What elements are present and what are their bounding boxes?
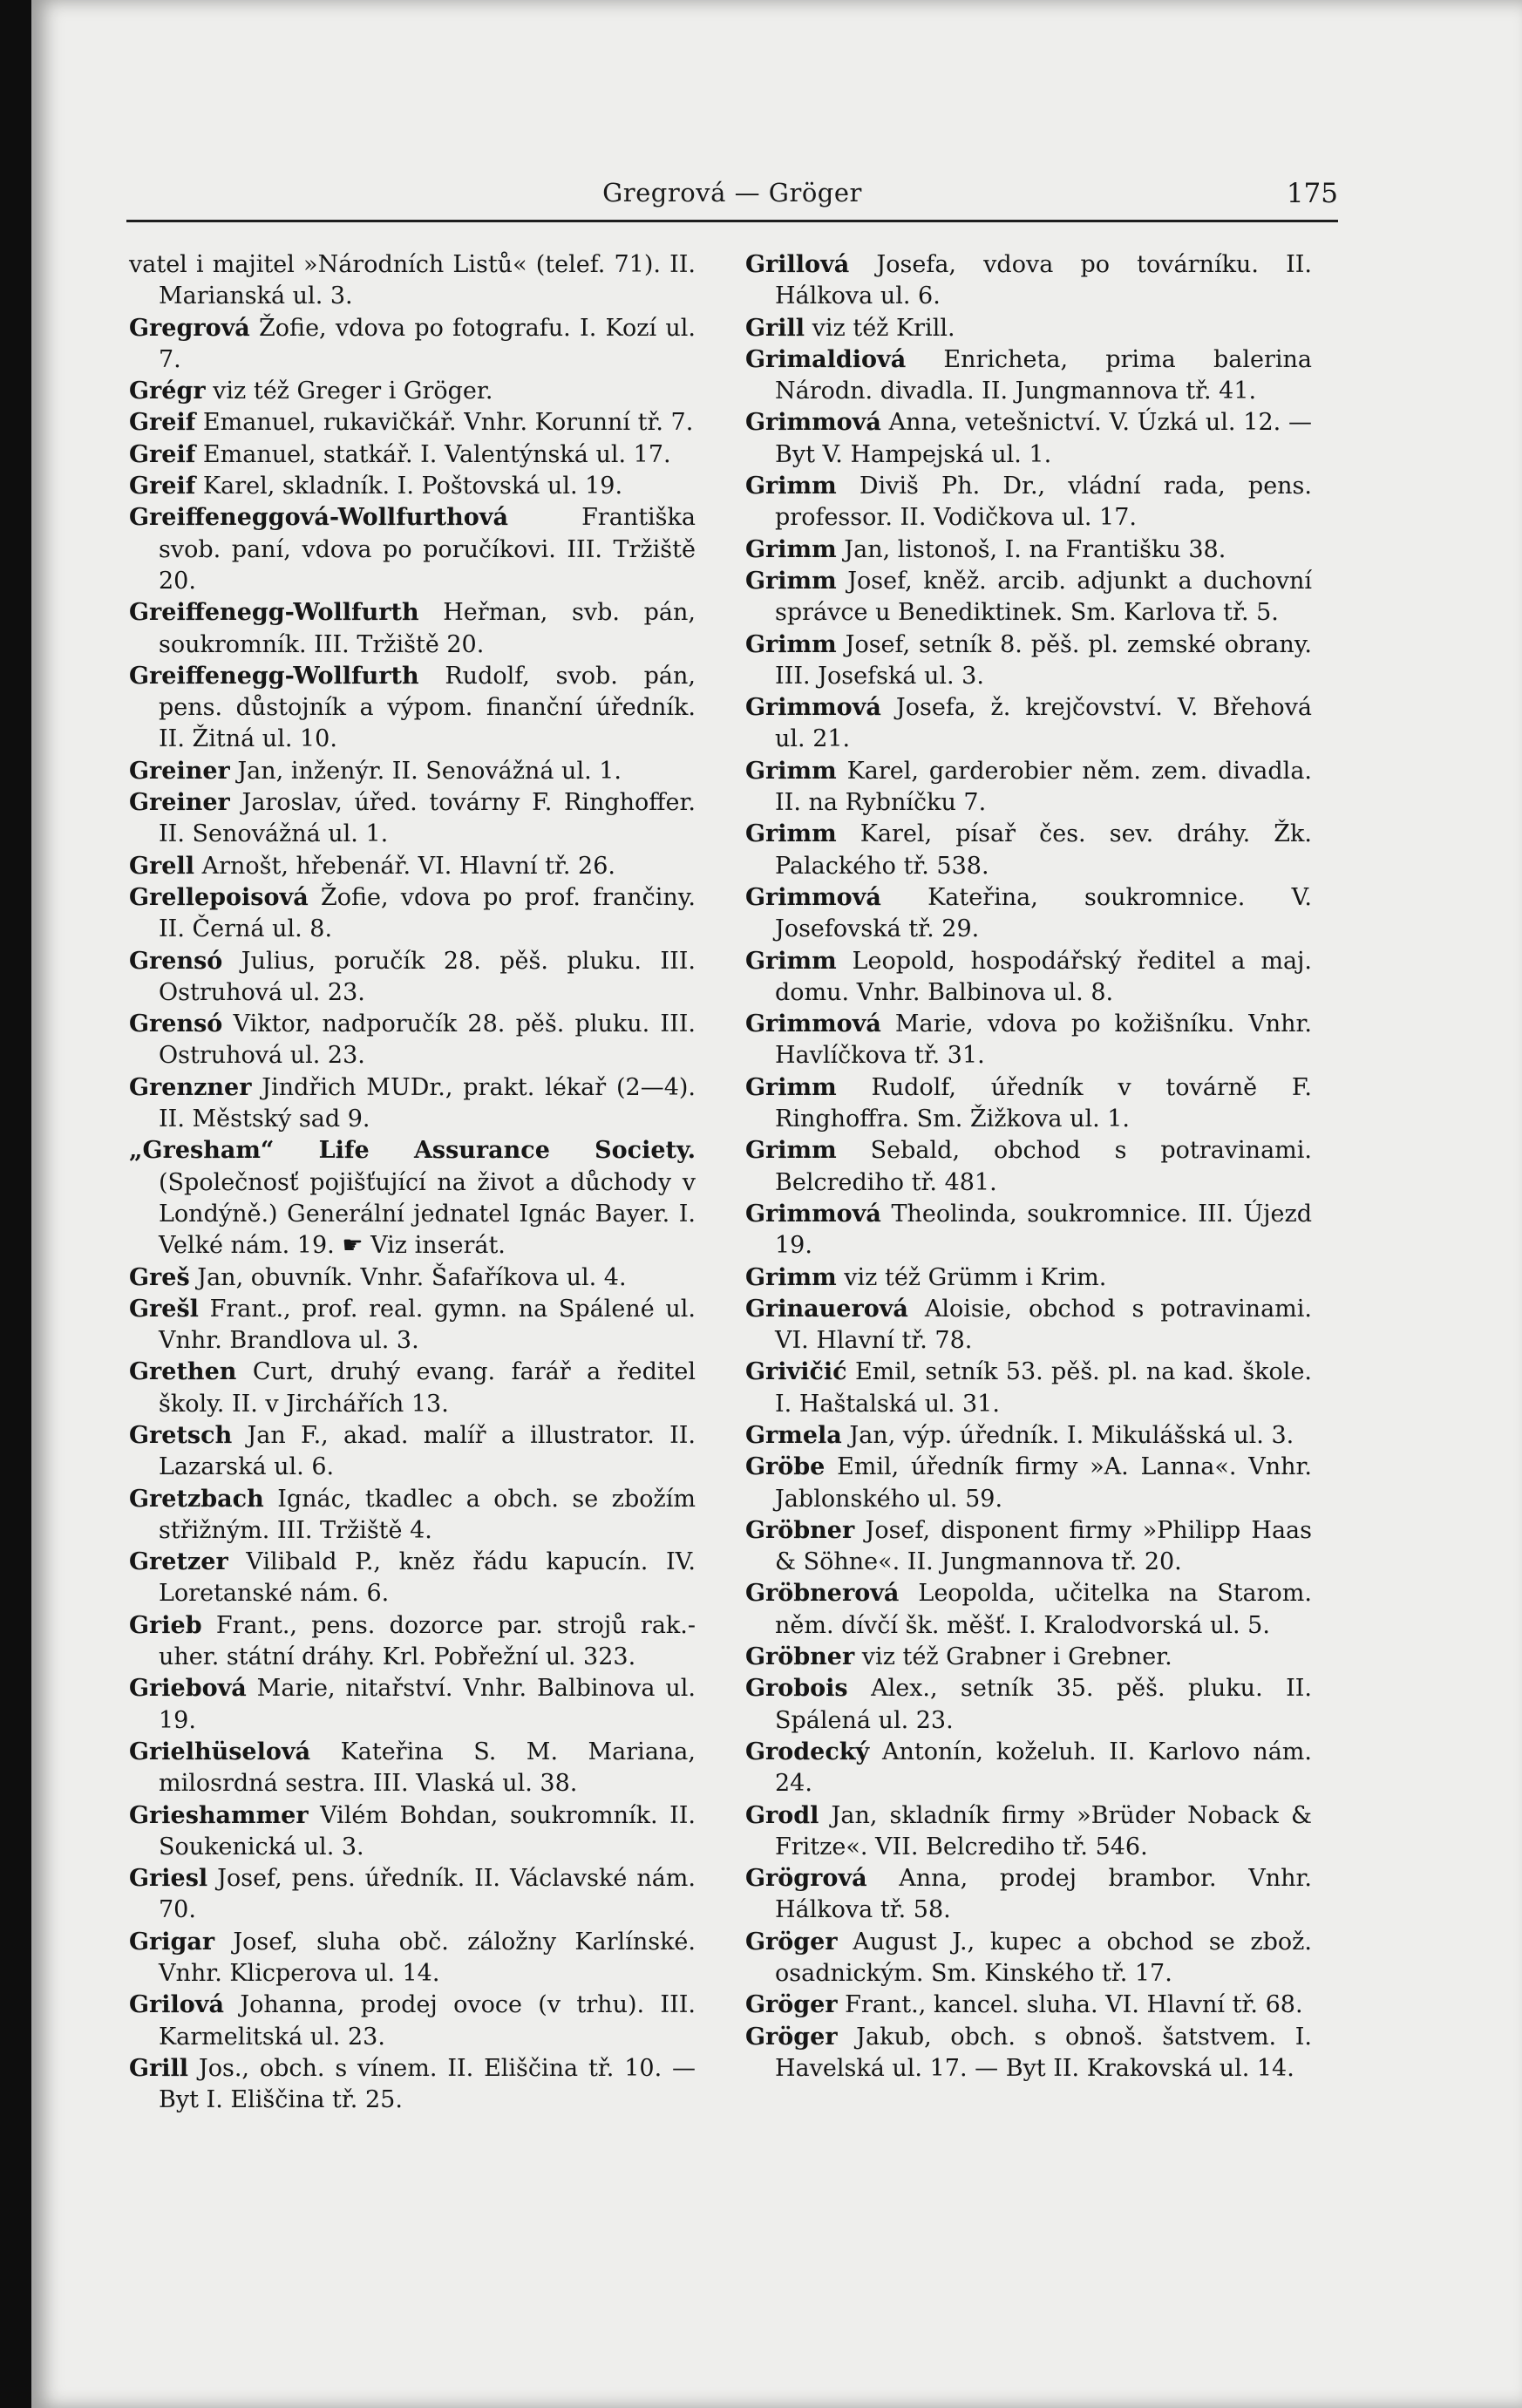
entry-details: Curt, druhý evang. farář a ředitel školy. II. v Jirchářích 13. (159, 1358, 696, 1418)
entry-name: Gröbner (745, 1643, 855, 1671)
directory-entry (745, 1199, 1312, 1262)
directory-entry (745, 1294, 1312, 1357)
entry-details: Josef, kněž. arcib. adjunkt a duchovní správce u Benediktinek. Sm. Karlova tř. 5. (775, 567, 1312, 627)
entry-name: Grimm (745, 1263, 837, 1291)
entry-name: Grešl (129, 1295, 199, 1323)
directory-entry (129, 407, 696, 439)
entry-details: Leopolda, učitelka na Starom. něm. dívčí šk. měšť. I. Kralodvorská ul. 5. (775, 1580, 1312, 1639)
entry-details: Žofie, vdova po prof. frančiny. II. Černá ul. 8. (159, 883, 696, 943)
page-number: 175 (1286, 178, 1338, 209)
entry-details: Vilém Bohdan, soukromník. II. Soukenická ul. 3. (159, 1801, 696, 1860)
entry-name: Grimm (745, 820, 837, 848)
directory-entry (745, 566, 1312, 629)
directory-entry (745, 882, 1312, 946)
entry-details: Rudolf, svob. pán, pens. důstojník a výpom. finanční úředník. II. Žitná ul. 10. (159, 662, 696, 753)
entry-name: Grellepoisová (129, 883, 309, 911)
left-column (129, 249, 696, 2117)
entry-name: Greif (129, 440, 196, 468)
entry-details: Josef, disponent firmy »Philipp Haas & Söhne«. II. Jungmannova tř. 20. (775, 1516, 1312, 1576)
directory-entry (745, 1357, 1312, 1420)
entry-details: Kateřina, soukromnice. V. Josefovská tř. 29. (775, 883, 1312, 943)
entry-details: Frant., pens. dozorce par. strojů rak.-uher. státní dráhy. Krl. Pobřežní ul. 323. (159, 1611, 696, 1671)
entry-name: Grensó (129, 947, 223, 975)
directory-entry (745, 1420, 1312, 1452)
entry-details: Jan, obuvník. Vnhr. Šafaříkova ul. 4. (189, 1263, 627, 1291)
directory-entry (745, 1072, 1312, 1136)
entry-name: Grimm (745, 630, 837, 658)
directory-entry (129, 787, 696, 851)
entry-details: August J., kupec a obchod se zbož. osadnickým. Sm. Kinského tř. 17. (775, 1928, 1312, 1988)
entry-details: viz též Grabner i Grebner. (854, 1643, 1172, 1671)
entry-details: Karel, skladník. I. Poštovská ul. 19. (195, 473, 623, 500)
directory-entry (129, 313, 696, 377)
entry-details: Emil, úředník firmy »A. Lanna«. Vnhr. Jablonského ul. 59. (775, 1453, 1312, 1513)
entry-name: Grinauerová (745, 1295, 908, 1323)
entry-details: vatel i majitel »Národních Listů« (telef. 71). II. Marianská ul. 3. (129, 251, 696, 310)
entry-name: Grillová (745, 251, 850, 278)
entry-name: Greiffenegg-Wollfurth (129, 599, 419, 627)
entry-details: Josef, sluha obč. záložny Karlínské. Vnhr. Klicperova ul. 14. (159, 1928, 696, 1988)
directory-entry (129, 439, 696, 471)
entry-details: (Společnosť pojišťující na život a důchody v Londýně.) Generální jednatel Ignác Bayer. I. Velké nám. 19. ☛ Viz inserát. (159, 1168, 696, 1260)
entry-name: Gröger (745, 1928, 838, 1956)
entry-name: Grill (745, 314, 805, 342)
entry-name: Gretzer (129, 1548, 228, 1576)
entry-name: Grimm (745, 567, 837, 595)
entry-details: Viktor, nadporučík 28. pěš. pluku. III. Ostruhová ul. 23. (159, 1010, 696, 1070)
entry-name: Greš (129, 1263, 190, 1291)
directory-entry (745, 819, 1312, 882)
entry-name: Grmela (745, 1421, 842, 1449)
directory-entry (745, 1009, 1312, 1072)
entry-name: Grodl (745, 1801, 819, 1829)
directory-entry (745, 629, 1312, 693)
entry-name: Gretzbach (129, 1485, 264, 1513)
directory-entry (129, 882, 696, 946)
entry-name: Grégr (129, 378, 206, 405)
entry-details: Marie, nitařství. Vnhr. Balbinova ul. 19. (159, 1675, 696, 1734)
entry-details: Žofie, vdova po fotografu. I. Kozí ul. 7. (159, 314, 696, 373)
directory-entry (745, 1673, 1312, 1737)
entry-details: viz též Grümm i Krim. (836, 1263, 1107, 1291)
entry-details: Jan, inženýr. II. Senovážná ul. 1. (229, 757, 622, 785)
directory-entry (129, 1737, 696, 1800)
directory-entry (129, 756, 696, 787)
entry-name: Grimm (745, 757, 837, 785)
entry-details: Jan, listonoš, I. na Františku 38. (836, 535, 1226, 563)
entry-name: Gröbnerová (745, 1580, 900, 1608)
entry-details: Jaroslav, úřed. továrny F. Ringhoffer. II. Senovážná ul. 1. (159, 789, 696, 848)
entry-details: Alex., setník 35. pěš. pluku. II. Spálená ul. 23. (775, 1675, 1312, 1734)
directory-entry (745, 1135, 1312, 1199)
entry-name: Grimm (745, 1137, 837, 1165)
directory-entry (745, 313, 1312, 344)
entry-name: Griesl (129, 1865, 208, 1893)
entry-details: Jan F., akad. malíř a illustrator. II. Lazarská ul. 6. (159, 1421, 696, 1481)
entry-name: Greif (129, 409, 196, 437)
entry-details: Antonín, koželuh. II. Karlovo nám. 24. (775, 1738, 1312, 1798)
entry-name: Grodecký (745, 1738, 870, 1765)
entry-details: Johanna, prodej ovoce (v trhu). III. Karmelitská ul. 23. (159, 1991, 696, 2051)
entry-details: Julius, poručík 28. pěš. pluku. III. Ostruhová ul. 23. (159, 947, 696, 1006)
entry-details: viz též Krill. (805, 314, 955, 342)
directory-entry (129, 1800, 696, 1864)
entry-name: Gröger (745, 1991, 838, 2019)
entry-details: Františka svob. paní, vdova po poručíkovi. III. Tržiště 20. (159, 504, 696, 595)
entry-name: Grimmová (745, 1200, 881, 1228)
directory-entry (129, 1420, 696, 1484)
entry-name: Grensó (129, 1010, 223, 1038)
directory-entry (129, 1484, 696, 1548)
directory-entry (745, 1990, 1312, 2021)
directory-entry (129, 1547, 696, 1610)
directory-entry (745, 1927, 1312, 1990)
entry-name: Grigar (129, 1928, 215, 1956)
entry-name: Grobois (745, 1675, 848, 1703)
running-title: Gregrová — Gröger (602, 178, 862, 207)
entry-details: Karel, písař čes. sev. dráhy. Žk. Palackého tř. 538. (775, 820, 1312, 880)
entry-details: Enricheta, prima balerina Národn. divadla. II. Jungmannova tř. 41. (775, 345, 1312, 405)
directory-entry (129, 946, 696, 1010)
entry-name: Greiffeneggová-Wollfurthová (129, 504, 508, 532)
entry-details: Josef, setník 8. pěš. pl. zemské obrany. III. Josefská ul. 3. (775, 630, 1312, 690)
directory-entry (745, 946, 1312, 1010)
entry-name: Gröbner (745, 1516, 855, 1544)
entry-details: Emanuel, statkář. I. Valentýnská ul. 17. (195, 440, 671, 468)
entry-name: Grill (129, 2054, 189, 2082)
entry-details: Kateřina S. M. Mariana, milosrdná sestra. III. Vlaská ul. 38. (159, 1738, 696, 1798)
entry-name: Grieb (129, 1611, 202, 1639)
entry-name: Grimm (745, 947, 837, 975)
entry-name: Grimm (745, 535, 837, 563)
entry-name: Grilová (129, 1991, 224, 2019)
entry-name: Grimm (745, 1073, 837, 1101)
entry-details: Jindřich MUDr., prakt. lékař (2—4). II. Městský sad 9. (159, 1073, 696, 1133)
directory-entry (745, 692, 1312, 756)
entry-details: Sebald, obchod s potravinami. Belcrediho tř. 481. (775, 1137, 1312, 1196)
directory-entry (745, 1262, 1312, 1294)
entry-details: Jakub, obch. s obnoš. šatstvem. I. Havelská ul. 17. — Byt II. Krakovská ul. 14. (775, 2023, 1312, 2082)
entry-details: Anna, prodej brambor. Vnhr. Hálkova tř. 58. (775, 1865, 1312, 1924)
entry-details: Emanuel, rukavičkář. Vnhr. Korunní tř. 7. (195, 409, 694, 437)
entry-name: Grell (129, 852, 194, 880)
page-header (126, 171, 1338, 223)
directory-entry (745, 1737, 1312, 1800)
entry-name: Grögrová (745, 1865, 867, 1893)
directory-entry (129, 1072, 696, 1136)
entry-details: Diviš Ph. Dr., vládní rada, pens. professor. II. Vodičkova ul. 17. (775, 473, 1312, 532)
directory-entry (745, 2022, 1312, 2085)
entry-details: Jos., obch. s vínem. II. Eliščina tř. 10. — Byt I. Eliščina tř. 25. (159, 2054, 696, 2114)
entry-name: Grimaldiová (745, 345, 907, 373)
directory-entry (129, 1863, 696, 1927)
directory-entry (129, 1294, 696, 1357)
entry-details: Anna, vetešnictví. V. Úzká ul. 12. — Byt V. Hampejská ul. 1. (775, 409, 1312, 468)
directory-entry (129, 1990, 696, 2053)
directory-entry (129, 1009, 696, 1072)
directory-entry (129, 1673, 696, 1737)
entry-name: Grethen (129, 1358, 237, 1386)
entry-details: Josefa, ž. krejčovství. V. Břehová ul. 21. (775, 694, 1312, 753)
entry-details: Jan, skladník firmy »Brüder Noback & Fritze«. VII. Belcrediho tř. 546. (775, 1801, 1312, 1860)
directory-entry (745, 1515, 1312, 1579)
directory-entry (745, 344, 1312, 408)
entry-name: Greiffenegg-Wollfurth (129, 662, 419, 690)
directory-entry (745, 1452, 1312, 1515)
entry-details: Emil, setník 53. pěš. pl. na kad. škole. I. Haštalská ul. 31. (775, 1358, 1312, 1418)
entry-name: Grenzner (129, 1073, 252, 1101)
entry-name: Gregrová (129, 314, 250, 342)
entry-details: Heřman, svb. pán, soukromník. III. Tržiště 20. (159, 599, 696, 658)
entry-name: Greif (129, 473, 196, 500)
header-rule (126, 220, 1338, 222)
entry-name: Greiner (129, 789, 230, 817)
entry-name: Grimmová (745, 883, 881, 911)
entry-name: Grimmová (745, 694, 881, 722)
entry-name: Greiner (129, 757, 230, 785)
entry-details: Vilibald P., kněz řádu kapucín. IV. Loretanské nám. 6. (159, 1548, 696, 1608)
entry-name: Grimmová (745, 409, 881, 437)
directory-entry (129, 376, 696, 407)
directory-entry (129, 2053, 696, 2117)
entry-details: Karel, garderobier něm. zem. divadla. II. na Rybníčku 7. (775, 757, 1312, 817)
directory-entry (745, 1863, 1312, 1927)
entry-name: Grielhüselová (129, 1738, 311, 1765)
entry-name: Grimm (745, 473, 837, 500)
directory-entry (745, 407, 1312, 471)
directory-entry (745, 1578, 1312, 1642)
entry-name: Gröger (745, 2023, 838, 2051)
entry-details: viz též Greger i Gröger. (205, 378, 493, 405)
directory-entry (745, 1800, 1312, 1864)
entry-details: Leopold, hospodářský ředitel a maj. domu. Vnhr. Balbinova ul. 8. (775, 947, 1312, 1006)
directory-entry (129, 1357, 696, 1420)
directory-entry (129, 1262, 696, 1294)
directory-entry (129, 1135, 696, 1262)
directory-entry (129, 851, 696, 882)
entry-name: Grieshammer (129, 1801, 309, 1829)
directory-entry (129, 249, 696, 313)
entry-details: Ignác, tkadlec a obch. se zbožím střižným. III. Tržiště 4. (159, 1485, 696, 1544)
directory-entry (129, 1927, 696, 1990)
entry-details: Aloisie, obchod s potravinami. VI. Hlavní tř. 78. (775, 1295, 1312, 1355)
entry-details: Marie, vdova po kožišníku. Vnhr. Havlíčkova tř. 31. (775, 1010, 1312, 1070)
directory-entry (129, 471, 696, 502)
entry-name: Grivičić (745, 1358, 847, 1386)
directory-entry (745, 534, 1312, 566)
entry-details: Theolinda, soukromnice. III. Újezd 19. (775, 1200, 1312, 1260)
entry-details: Jan, výp. úředník. I. Mikulášská ul. 3. (841, 1421, 1294, 1449)
directory-entry (745, 249, 1312, 313)
directory-entry (129, 661, 696, 756)
entry-details: Josefa, vdova po továrníku. II. Hálkova ul. 6. (775, 251, 1312, 310)
entry-name: „Gresham“ Life Assurance Society. (129, 1137, 696, 1165)
directory-entry (129, 597, 696, 661)
directory-entry (129, 502, 696, 597)
directory-entry (745, 756, 1312, 820)
entry-details: Frant., kancel. sluha. VI. Hlavní tř. 68. (837, 1991, 1303, 2019)
directory-entry (745, 1642, 1312, 1673)
entry-name: Grimmová (745, 1010, 881, 1038)
entry-details: Frant., prof. real. gymn. na Spálené ul. Vnhr. Brandlova ul. 3. (159, 1295, 696, 1355)
directory-entry (129, 1610, 696, 1674)
entry-details: Arnošt, hřebenář. VI. Hlavní tř. 26. (194, 852, 615, 880)
entry-details: Rudolf, úředník v továrně F. Ringhoffra. Sm. Žižkova ul. 1. (775, 1073, 1312, 1133)
entry-details: Josef, pens. úředník. II. Václavské nám. 70. (159, 1865, 696, 1924)
entry-name: Griebová (129, 1675, 247, 1703)
directory-entry (745, 471, 1312, 534)
entry-name: Gröbe (745, 1453, 826, 1481)
entry-name: Gretsch (129, 1421, 233, 1449)
right-column (745, 249, 1312, 2085)
